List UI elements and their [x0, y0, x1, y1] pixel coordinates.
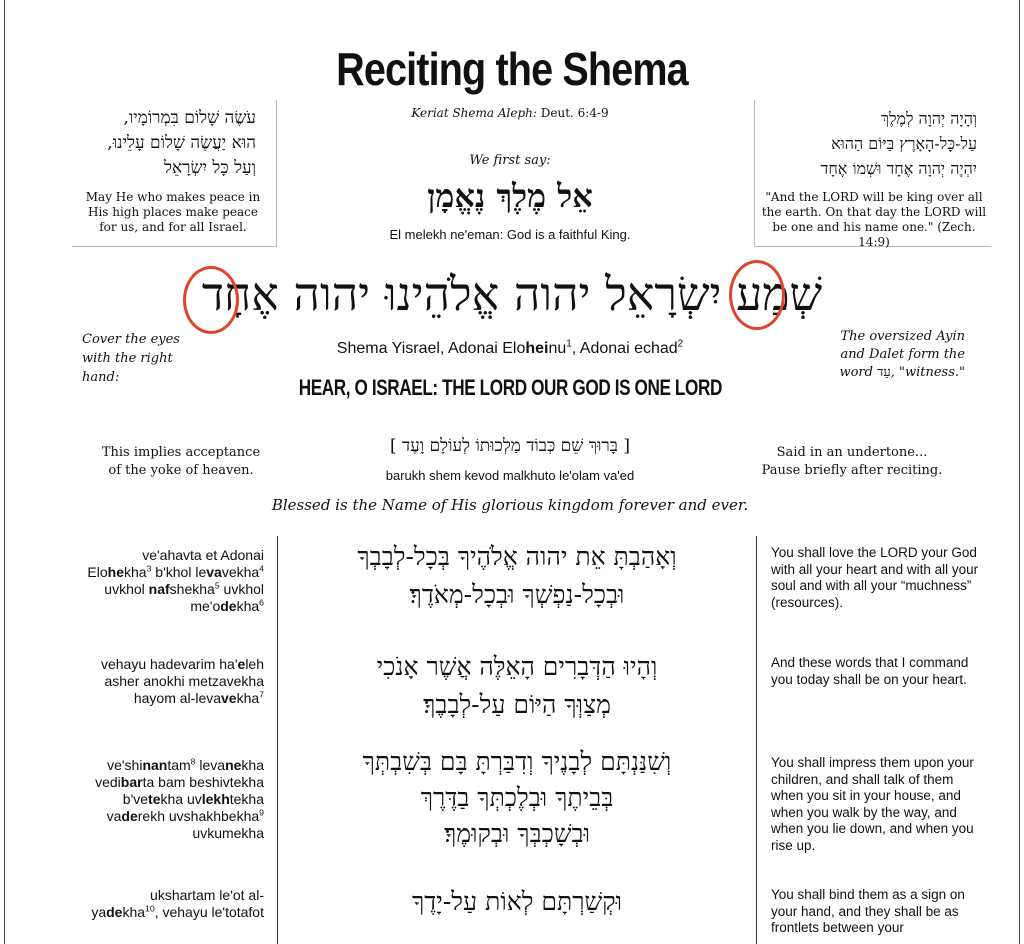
- zechariah-box: [754, 100, 991, 247]
- source-reference: Deut. 6:4-9: [540, 106, 609, 120]
- verse-translit: ukshartam le'ot al- yadekha$^{10}$, vehayu le'totafot: [91, 887, 264, 920]
- translit-part: Shema Yisrael, Adonai Elo: [336, 340, 526, 357]
- baruch-hebrew: [ בָּרוּךְ שֵׁם כְּבוֹד מַלְכוּתוֹ לְעוֹלָם וָעֶד ]: [389, 436, 631, 456]
- hebrew-line: וְאָהַבְתָּ אֵת יהוה אֱלֹהֶיךָ בְּכָל-לְבָבְךָ: [357, 542, 677, 571]
- el-melekh-translit: El melekh ne'eman: God is a faithful King.: [389, 227, 631, 242]
- footnote-mark: 1: [566, 338, 572, 350]
- peace-blessing-translation: May He who makes peace in His high places make peace for us, and for all Israel.: [85, 190, 261, 234]
- translit-part: , Adonai echad: [571, 340, 678, 357]
- ayin-circle-mark: [729, 260, 785, 330]
- hebrew-line: וּקְשַׁרְתָּם לְאוֹת עַל-יָדֶךָ: [412, 887, 622, 916]
- peace-blessing-box: [72, 100, 277, 247]
- zechariah-translation: "And the LORD will be king over all the earth. On that day the LORD will be one and his name one." (Zech. 14:9): [761, 190, 987, 249]
- hebrew-line: וְהָיוּ הַדְּבָרִים הָאֵלֶּה אֲשֶׁר אָנֹכִי: [376, 652, 658, 681]
- shema-translation: [180, 375, 840, 401]
- witness-note-tail: , "witness.": [890, 365, 965, 380]
- verse-hebrew: [282, 538, 752, 614]
- translit-stress: hei: [525, 340, 549, 357]
- hebrew-line: וּבְשָׁכְבְּךָ וּבְקוּמֶךָ׃: [444, 819, 590, 848]
- hebrew-line: וּבְכָל-נַפְשְׁךָ וּבְכָל-מְאֹדֶךָ׃: [409, 580, 625, 609]
- shema-translit: [230, 340, 790, 358]
- el-melekh-hebrew: אֵל מֶלֶךְ נֶאֱמָן: [427, 177, 593, 215]
- source-line: [330, 106, 690, 121]
- verse-translit: vehayu hadevarim ha'eleh asher anokhi metzavekha hayom al-levavekha$^7$: [100, 656, 264, 706]
- cover-eyes-note: Cover the eyes with the right hand:: [82, 332, 180, 385]
- column-divider-right: [756, 536, 757, 944]
- source-label: Keriat Shema Aleph:: [411, 106, 537, 120]
- page-edge-left: [4, 0, 5, 944]
- footnote-mark: 2: [677, 338, 684, 350]
- yoke-note: This implies acceptance of the yoke of heaven.: [101, 445, 261, 478]
- hebrew-line: עֹשֶׂה שָׁלוֹם בִּמְרוֹמָיו,: [123, 108, 256, 128]
- undertone-note: Said in an undertone... Pause briefly after reciting.: [761, 445, 943, 478]
- hebrew-line: וְעַל כָּל יִשְׂרָאֵל: [164, 158, 256, 178]
- column-divider-left: [277, 536, 278, 944]
- shema-hebrew: שְׁמַע יִשְׂרָאֵל יהוה אֱלֹהֵינוּ יהוה אֶחָד: [201, 267, 823, 321]
- baruch-translit: barukh shem kevod malkhuto le'olam va'ed: [385, 468, 635, 483]
- translit-part: nu: [548, 340, 567, 357]
- verse-hebrew: [282, 648, 752, 724]
- hebrew-line: וְהָיָה יְהוָה לְמֶלֶךְ: [881, 109, 977, 128]
- hebrew-line: וְשִׁנַּנְתָּם לְבָנֶיךָ וְדִבַּרְתָּ בָּם בְּשִׁבְתְּךָ: [362, 747, 672, 776]
- page-edge-right: [1019, 0, 1020, 944]
- verse-english: You shall bind them as a sign on your hand, and they shall be as frontlets between your: [771, 887, 965, 935]
- verse-hebrew: [282, 744, 752, 852]
- hebrew-line: הוּא יַעֲשֶׂה שָׁלוֹם עָלֵינוּ,: [107, 133, 256, 153]
- verse-english: You shall love the LORD your God with all your heart and with all your soul and with all your “muchness” (resources).: [771, 545, 979, 610]
- shema-translation-text: HEAR, O ISRAEL: THE LORD OUR GOD IS ONE LORD: [298, 375, 722, 400]
- peace-blessing-hebrew: [66, 106, 256, 181]
- zechariah-hebrew: [761, 106, 977, 181]
- hebrew-line: עַל-כָּל-הָאָרֶץ בַּיּוֹם הַהוּא: [831, 134, 977, 153]
- hebrew-line: יִהְיֶה יְהוָה אֶחָד וּשְׁמוֹ אֶחָד: [820, 159, 977, 178]
- dalet-circle-mark: [183, 266, 239, 334]
- witness-note: [830, 328, 965, 382]
- verse-hebrew: [282, 883, 752, 921]
- page-title: Reciting the Shema: [336, 43, 688, 95]
- baruch-translation: Blessed is the Name of His glorious kingdom forever and ever.: [271, 496, 749, 514]
- hebrew-line: מְצַוְּךָ הַיּוֹם עַל-לְבָבֶךָ׃: [423, 690, 611, 719]
- intro-text: We first say:: [469, 153, 551, 168]
- verse-translit: ve'ahavta et Adonai Elohekha$^3$ b'khol levavekha$^4$ uvkhol nafshekha$^5$ uvkhol me'odekha$^6$: [87, 547, 264, 614]
- witness-note-hebrew: עֵד: [877, 365, 891, 380]
- hebrew-line: בְּבֵיתֶךָ וּבְלֶכְתְּךָ בַדֶּרֶךְ: [420, 783, 614, 812]
- verse-english: You shall impress them upon your children, and shall talk of them when you sit in your house, and when you walk by the way, and when you lie down, and when you rise up.: [771, 755, 974, 853]
- witness-note-text: The oversized Ayin and Dalet form the word: [839, 329, 965, 380]
- verse-translit: ve'shinantam$^8$ levanekha vedibarta bam beshivtekha b'vetekha uvlekhtekha vaderekh uvshakhbekha$^9$ uvkumekha: [95, 756, 264, 841]
- verse-english: And these words that I command you today shall be on your heart.: [771, 655, 969, 687]
